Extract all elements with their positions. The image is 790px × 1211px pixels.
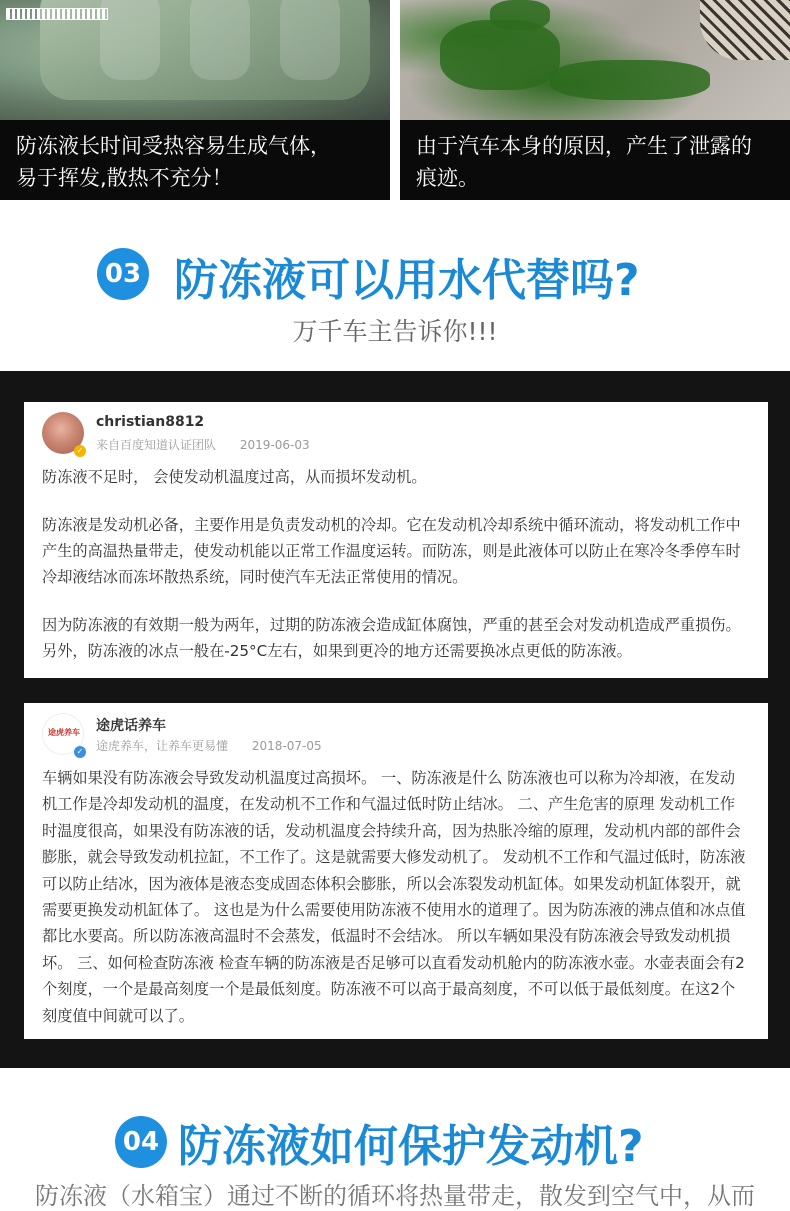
- answer-paragraph: 防冻液不足时， 会使发动机温度过高，从而损坏发动机。: [42, 468, 427, 486]
- leak-puddle: [490, 0, 550, 30]
- section-title: 防冻液如何保护发动机?: [178, 1121, 644, 1172]
- answer-paragraph: 防冻液是发动机必备，主要作用是负责发动机的冷却。它在发动机冷却系统中循环流动，将发动机工作中产生的高温热量带走，使发动机能以正常工作温度运转。而防冻，则是此液体可以防止在寒冷冬季停车时冷却液结冰而冻坏散热系统，同时使汽车无法正常使用的情况。: [42, 516, 741, 586]
- answer-paragraph: 因为防冻液的有效期一般为两年，过期的防冻液会造成缸体腐蚀，严重的甚至会对发动机造成严重损伤。另外，防冻液的冰点一般在-25°C左右，如果到更冷的地方还需要换冰点更低的防冻液。: [42, 616, 741, 660]
- leak-puddle: [550, 60, 710, 100]
- verified-badge-icon: ✓: [74, 445, 86, 457]
- answer-meta: [96, 737, 322, 754]
- answer-date: 2018-07-05: [251, 739, 322, 753]
- section-03-header: [0, 240, 790, 360]
- leak-traces-image: [400, 0, 790, 120]
- username[interactable]: christian8812: [96, 414, 205, 430]
- caption-line: 由于汽车本身的原因，产生了泄露的: [416, 134, 752, 158]
- tank-ridge: [100, 0, 160, 80]
- photo-caption: [0, 120, 390, 200]
- answer-card: [24, 703, 768, 1039]
- caption-line: 易于挥发,散热不充分！: [16, 166, 233, 190]
- section-number-badge: 03: [97, 248, 149, 300]
- tank-ridge: [280, 0, 340, 80]
- answer-date: 2019-06-03: [239, 438, 310, 452]
- answer-header: [42, 713, 748, 765]
- tuhu-logo: 途虎养车: [48, 728, 80, 737]
- leak-puddle: [440, 20, 560, 90]
- answer-source: 来自百度知道认证团队: [96, 438, 217, 452]
- username[interactable]: 途虎话养车: [96, 718, 166, 734]
- watermark-logo: [6, 8, 108, 20]
- shoe-image: [700, 0, 790, 60]
- antifreeze-tank-image: [0, 0, 390, 120]
- answer-header: [42, 412, 748, 464]
- photo-antifreeze-tank: [0, 0, 390, 200]
- photo-caption: [400, 120, 790, 200]
- caption-line: 防冻液长时间受热容易生成气体，: [16, 134, 331, 158]
- section-04-header: [0, 1110, 790, 1180]
- section-title: 防冻液可以用水代替吗?: [174, 255, 640, 306]
- photo-leak-traces: [400, 0, 790, 200]
- answer-meta: [96, 436, 310, 453]
- tank-ridge: [190, 0, 250, 80]
- section-subtitle: 万千车主告诉你!!!: [292, 317, 498, 346]
- section-intro-text: 防冻液（水箱宝）通过不断的循环将热量带走，散发到空气中，从而: [35, 1182, 755, 1210]
- answer-source: 途虎养车，让养车更易懂: [96, 739, 229, 753]
- answer-body: [42, 765, 748, 1029]
- answer-card: [24, 402, 768, 678]
- answer-body: [42, 464, 748, 664]
- caption-line: 痕迹。: [416, 166, 479, 190]
- verified-badge-icon: ✓: [74, 746, 86, 758]
- answers-panel: [0, 371, 790, 1068]
- answer-paragraph: 车辆如果没有防冻液会导致发动机温度过高损坏。 一、防冻液是什么 防冻液也可以称为冷却液，在发动机工作是冷却发动机的温度，在发动机不工作和气温过低时防止结冰。 二、产生危害的原理 发动机工作时温度很高，如果没有防冻液的话，发动机温度会持续升高，因为热胀冷缩的原理，发动机内部的部件会膨胀，就会导致发动机拉缸，不工作了。这是就需要大修发动机了。 发动机不工作和气温过低时，防冻液可以防止结冰，因为液体是液态变成固态体积会膨胀，所以会冻裂发动机缸体。如果发动机缸体裂开，就需要更换发动机缸体了。 这也是为什么需要使用防冻液不使用水的道理了。因为防冻液的沸点值和冰点值都比水要高。所以防冻液高温时不会蒸发，低温时不会结冰。 所以车辆如果没有防冻液会导致发动机损坏。 三、如何检查防冻液 检查车辆的防冻液是否足够可以直看发动机舱内的防冻液水壶。水壶表面会有2个刻度，一个是最高刻度一个是最低刻度。防冻液不可以高于最高刻度，不可以低于最低刻度。在这2个刻度值中间就可以了。: [42, 769, 746, 1025]
- section-number-badge: 04: [115, 1116, 167, 1168]
